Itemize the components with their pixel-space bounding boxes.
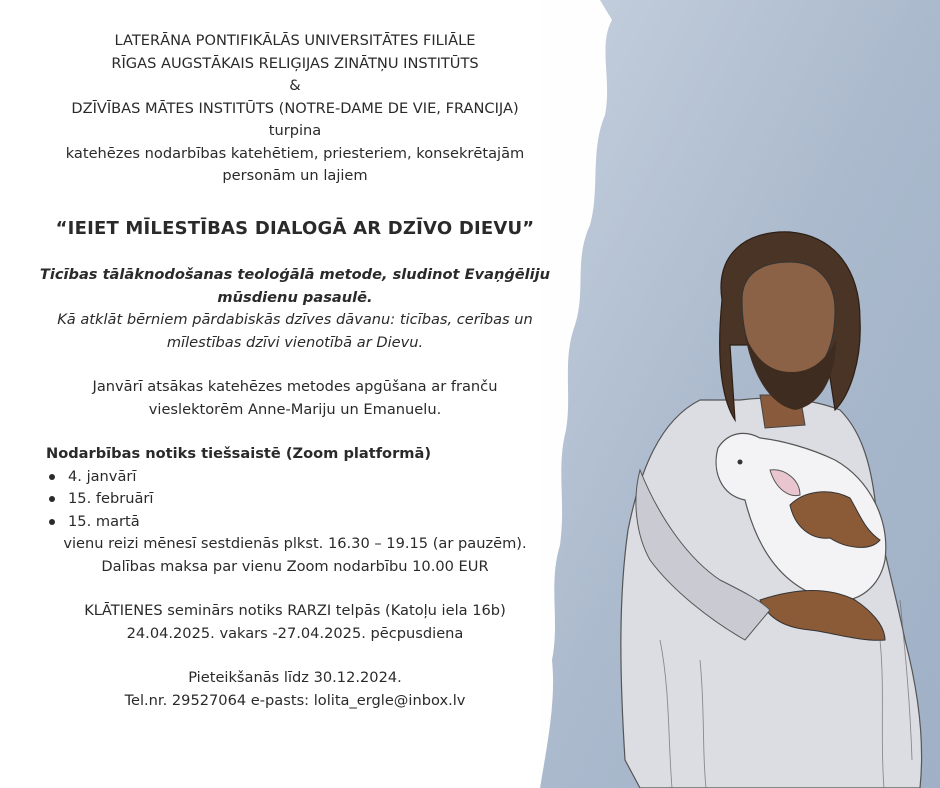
- date-item: 4. janvārī: [68, 466, 560, 489]
- seminar-location: KLĀTIENES seminārs notiks RARZI telpās (Katoļu iela 16b): [84, 602, 506, 619]
- contact-info: Tel.nr. 29527064 e-pasts: lolita_ergle@inbox.lv: [124, 691, 466, 709]
- lamb-eye: [738, 460, 743, 465]
- date-list: [30, 466, 560, 534]
- schedule-text: vienu reizi mēnesī sestdienās plkst. 16.30 – 19.15 (ar pauzēm).: [63, 535, 527, 552]
- registration-deadline: Pieteikšanās līdz 30.12.2024.: [188, 669, 402, 686]
- org-line: katehēzes nodarbības katehētiem, priesteriem, konsekrētajām: [65, 144, 525, 162]
- intro-line: vieslektorēm Anne-Mariju un Emanuelu.: [148, 400, 442, 418]
- online-heading: Nodarbības notiks tiešsaistē (Zoom platformā): [46, 445, 432, 462]
- page-title: “IEIET MĪLESTĪBAS DIALOGĀ AR DZĪVO DIEVU”: [55, 217, 535, 239]
- org-line: turpina: [268, 122, 322, 139]
- org-line: LATERĀNA PONTIFIKĀLĀS UNIVERSITĀTES FILIĀLE: [114, 32, 476, 49]
- subtitle-line: Ticības tālāknodošanas teoloģālā metode, sludinot Evaņģēliju: [39, 266, 551, 283]
- seminar-dates: 24.04.2025. vakars -27.04.2025. pēcpusdiena: [126, 624, 464, 642]
- intro-line: Janvārī atsākas katehēzes metodes apgūšana ar franču: [92, 378, 498, 395]
- org-line: DZĪVĪBAS MĀTES INSTITŪTS (NOTRE-DAME DE VIE, FRANCIJA): [71, 99, 519, 117]
- org-line: &: [289, 77, 301, 94]
- description: [30, 309, 560, 354]
- date-item: 15. februārī: [68, 488, 560, 511]
- date-item: 15. martā: [68, 511, 560, 534]
- description-line: Kā atklāt bērniem pārdabiskās dzīves dāvanu: ticības, cerības un: [57, 311, 533, 328]
- org-line: RĪGAS AUGSTĀKAIS RELIĢIJAS ZINĀTŅU INSTITŪTS: [111, 54, 479, 72]
- subtitle: [30, 264, 560, 309]
- fee-text: Dalības maksa par vienu Zoom nodarbību 10.00 EUR: [101, 557, 489, 575]
- announcement-text: [30, 30, 560, 712]
- subtitle-line: mūsdienu pasaulē.: [217, 288, 373, 306]
- organizers: [30, 30, 560, 188]
- description-line: mīlestības dzīvi vienotībā ar Dievu.: [166, 333, 424, 351]
- org-line: personām un lajiem: [222, 167, 368, 184]
- intro: [30, 376, 560, 421]
